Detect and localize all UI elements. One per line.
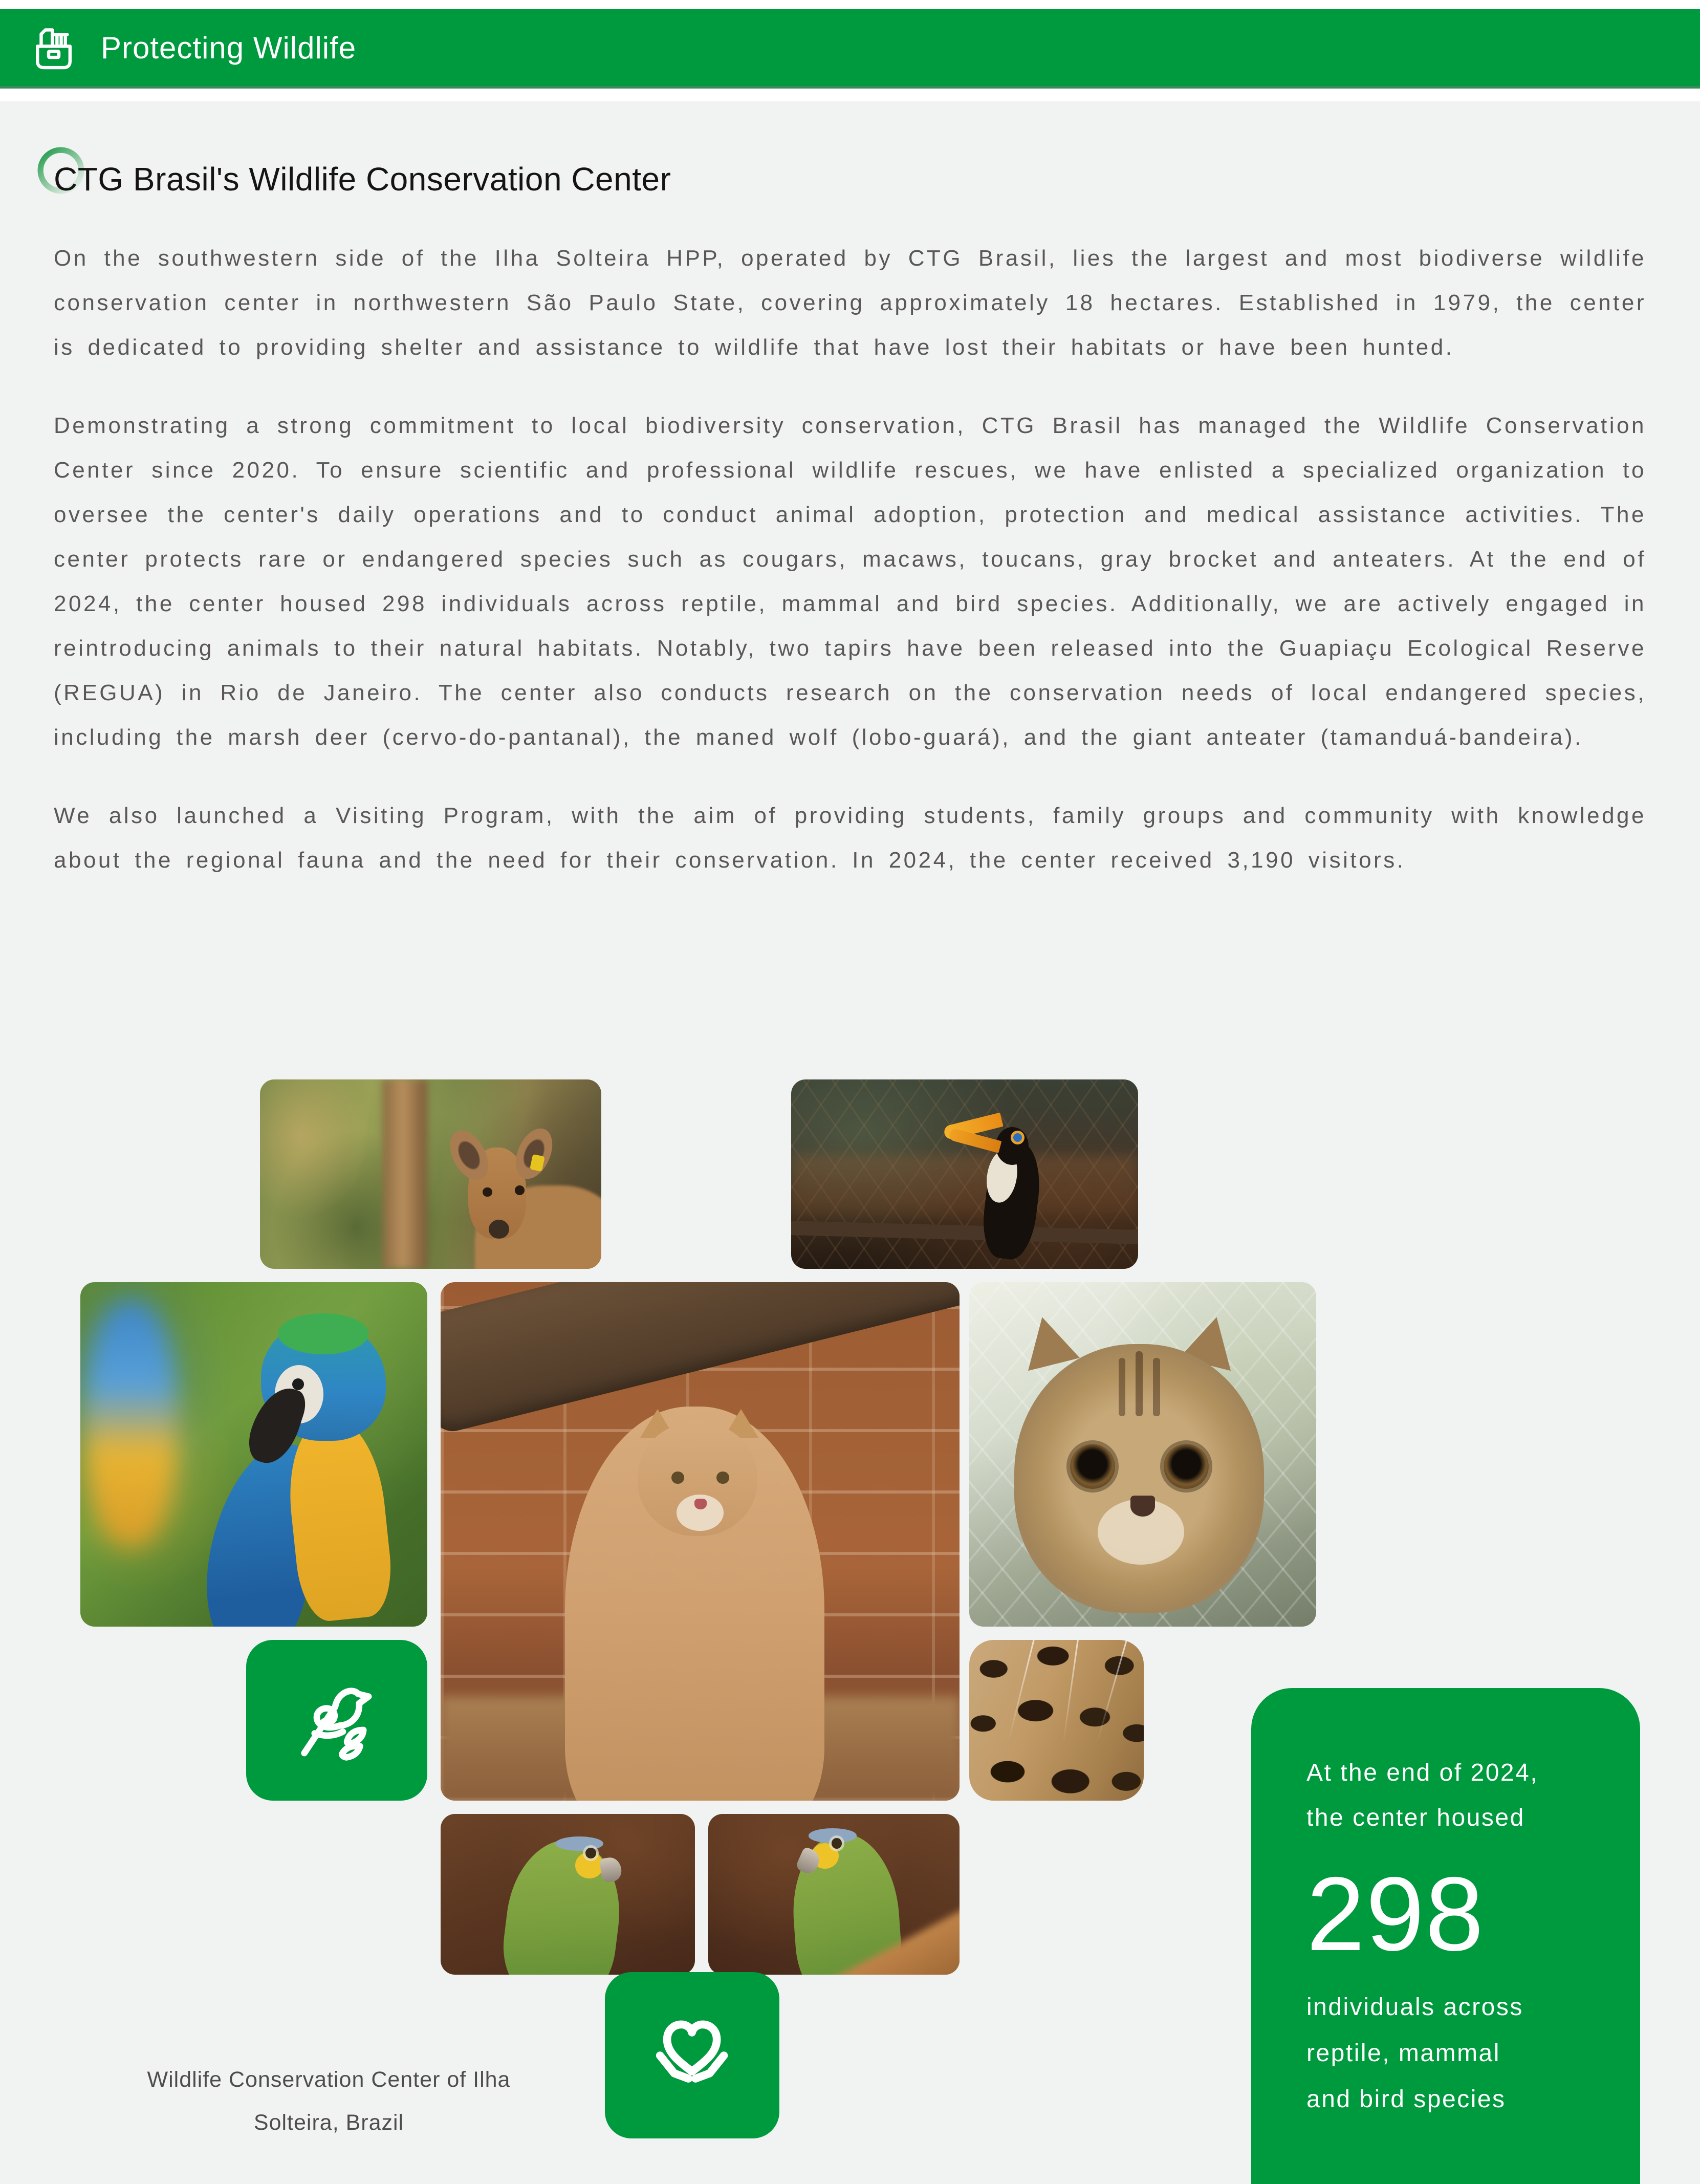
photo-art-shape (1130, 1496, 1154, 1516)
photo-art-shape (996, 1127, 1029, 1165)
photo-parrot-right (708, 1814, 960, 1975)
photo-cougar (441, 1282, 960, 1801)
photo-art-shape (515, 1185, 525, 1195)
photo-art-shape (671, 1472, 684, 1484)
photo-art-shape (1164, 1444, 1209, 1488)
heart-in-hands-icon (636, 2002, 748, 2109)
photo-art-shape (832, 1838, 842, 1849)
article (0, 145, 1700, 882)
photo-art-shape (84, 1300, 178, 1548)
stat-card-lead (1306, 1750, 1591, 1841)
stat-card-desc-line: individuals across (1306, 1994, 1523, 2021)
article-paragraph: On the southwestern side of the Ilha Solteira HPP, operated by CTG Brasil, lies the largest and most biodiverse wildlife conservation center in northwestern São Paulo State, covering approximately 18 hectares. Established in 1979, the center is dedicated to providing shelter and assistance to wildlife that have lost their habitats or have been hunted. (54, 246, 1646, 360)
photo-art-shape (497, 1833, 628, 1975)
collage-caption (54, 2058, 604, 2144)
photo-art-shape (599, 1856, 623, 1883)
archive-files-icon (28, 18, 79, 77)
photo-art-shape (292, 1378, 304, 1390)
photo-art-shape (694, 1499, 707, 1509)
stat-card-desc-line: and bird species (1306, 2086, 1506, 2113)
title-row (54, 145, 1646, 202)
photo-art-shape (1070, 1444, 1115, 1488)
bird-leaf-icon (279, 1669, 395, 1772)
header-divider (0, 86, 1700, 89)
photo-art-shape (585, 1848, 596, 1858)
photo-art-shape (791, 1221, 1138, 1244)
header-bar (0, 9, 1700, 86)
photo-macaw (80, 1282, 427, 1627)
stat-card-desc-line: reptile, mammal (1306, 2040, 1500, 2067)
photo-art-shape (1136, 1351, 1143, 1417)
photo-art-shape (555, 1836, 603, 1851)
stat-card-description (1306, 1984, 1591, 2123)
photo-art-shape (1119, 1358, 1126, 1416)
photo-art-shape (383, 1079, 427, 1269)
photo-wildcat (969, 1282, 1316, 1627)
photo-marsh-deer (260, 1079, 601, 1269)
caption-line: Wildlife Conservation Center of Ilha (147, 2067, 511, 2092)
stat-card-number: 298 (1306, 1855, 1485, 1973)
stat-card (1251, 1688, 1640, 2184)
photo-art-shape (278, 1313, 368, 1355)
stat-card-lead-line: At the end of 2024, (1306, 1759, 1539, 1786)
photo-collage (54, 1079, 1646, 2184)
masthead (0, 0, 1700, 101)
photo-fur-detail (969, 1640, 1144, 1801)
photo-art-shape (791, 1155, 1138, 1216)
photo-art-shape (1153, 1358, 1160, 1416)
photo-art-shape (1097, 1640, 1129, 1741)
heart-in-hands-icon-tile (605, 1972, 779, 2138)
header-title: Protecting Wildlife (101, 30, 357, 65)
photo-parrot-left (441, 1814, 695, 1975)
caption-line: Solteira, Brazil (253, 2110, 404, 2135)
photo-art-shape (1016, 1311, 1080, 1371)
photo-art-shape (483, 1187, 492, 1197)
photo-art-shape (716, 1472, 729, 1484)
photo-art-shape (1062, 1640, 1080, 1742)
page-title: CTG Brasil's Wildlife Conservation Center (54, 161, 671, 198)
bird-leaf-icon-tile (246, 1640, 427, 1801)
photo-art-shape (489, 1220, 509, 1239)
stat-card-lead-line: the center housed (1306, 1804, 1525, 1831)
article-paragraph: Demonstrating a strong commitment to local biodiversity conservation, CTG Brasil has managed the Wildlife Conservation Center since 2020. To ensure scientific and professional wildlife rescues, we have enlisted a specialized organization to oversee the center's daily operations and to conduct animal adoption, protection and medical assistance activities. The center protects rare or endangered species such as cougars, macaws, toucans, gray brocket and anteaters. At the end of 2024, the center housed 298 individuals across reptile, mammal and bird species. Additionally, we are actively engaged in reintroducing animals to their natural habitats. Notably, two tapirs have been released into the Guapiaçu Ecological Reserve (REGUA) in Rio de Janeiro. The center also conducts research on the conservation needs of local endangered species, including the marsh deer (cervo-do-pantanal), the maned wolf (lobo-guará), and the giant anteater (tamanduá-bandeira). (54, 413, 1646, 750)
photo-toucan (791, 1079, 1138, 1269)
article-paragraph: We also launched a Visiting Program, with the aim of providing students, family groups and community with knowledge about the regional fauna and the need for their conservation. In 2024, the center received 3,190 visitors. (54, 803, 1646, 873)
photo-art-shape (1008, 1640, 1037, 1741)
